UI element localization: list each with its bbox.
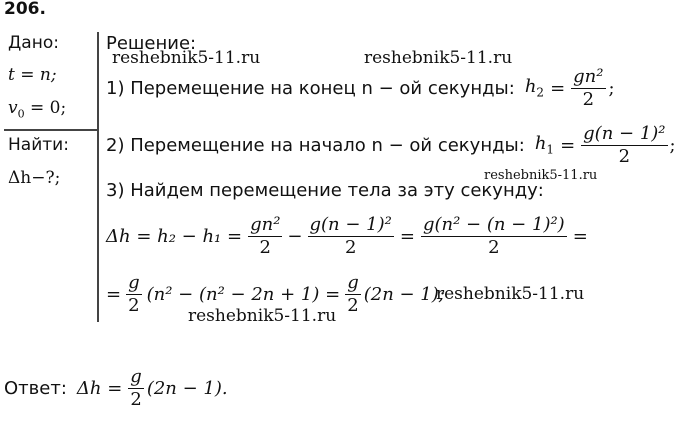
divider-horizontal (4, 129, 98, 131)
equation-line-1: Δh = h₂ − h₁ = $\frac{\text{gn²}}{2}$ − $\frac{\text{g(n − 1)²}}{2}$ = $\frac{\text{g(n² − (n − 1)²)}}{2}$ = (106, 214, 588, 258)
answer-label: Ответ: (4, 377, 67, 399)
given-title: Дано: (8, 33, 59, 53)
step-1-lhs: $h_2$ (524, 76, 545, 100)
given-line-1: t = n; (8, 65, 57, 85)
step-2: 2) Перемещение на начало n − ой секунды: $h_1$ = $\frac{\text{g(n − 1)²}}{2}$ ; (106, 123, 676, 167)
watermark: reshebnik5-11.ru (364, 48, 513, 68)
step-3-text: 3) Найдем перемещение тела за эту секунду: (106, 180, 544, 201)
watermark: reshebnik5-11.ru (436, 284, 585, 304)
watermark: reshebnik5-11.ru (484, 168, 598, 183)
find-title: Найти: (8, 135, 69, 155)
watermark: reshebnik5-11.ru (188, 306, 337, 326)
step-2-lhs: $h_1$ (534, 133, 555, 157)
step-2-text: 2) Перемещение на начало n − ой секунды: (106, 134, 525, 156)
step-1: 1) Перемещение на конец n − ой секунды: $h_2$ = $\frac{\text{gn²}}{2}$ ; (106, 66, 615, 110)
find-line-1: Δh−?; (8, 168, 61, 188)
step-2-fraction: $\frac{\text{g(n − 1)²}}{2}$ (583, 123, 666, 167)
divider-vertical (97, 32, 99, 322)
answer: Ответ: Δh = $\frac{g}{2}$ (2n − 1). (4, 366, 228, 410)
watermark: reshebnik5-11.ru (112, 48, 261, 68)
given-line-2: $v_0 = 0$; (8, 98, 67, 121)
solution-title: Решение: (106, 33, 197, 54)
equation-line-2: = $\frac{g}{2}$ (n² − (n² − 2n + 1) = $\frac{g}{2}$ (2n − 1); (106, 272, 445, 316)
problem-number: 206. (4, 0, 46, 19)
step-1-text: 1) Перемещение на конец n − ой секунды: (106, 77, 515, 99)
step-1-fraction: $\frac{\text{gn²}}{2}$ (573, 66, 604, 110)
